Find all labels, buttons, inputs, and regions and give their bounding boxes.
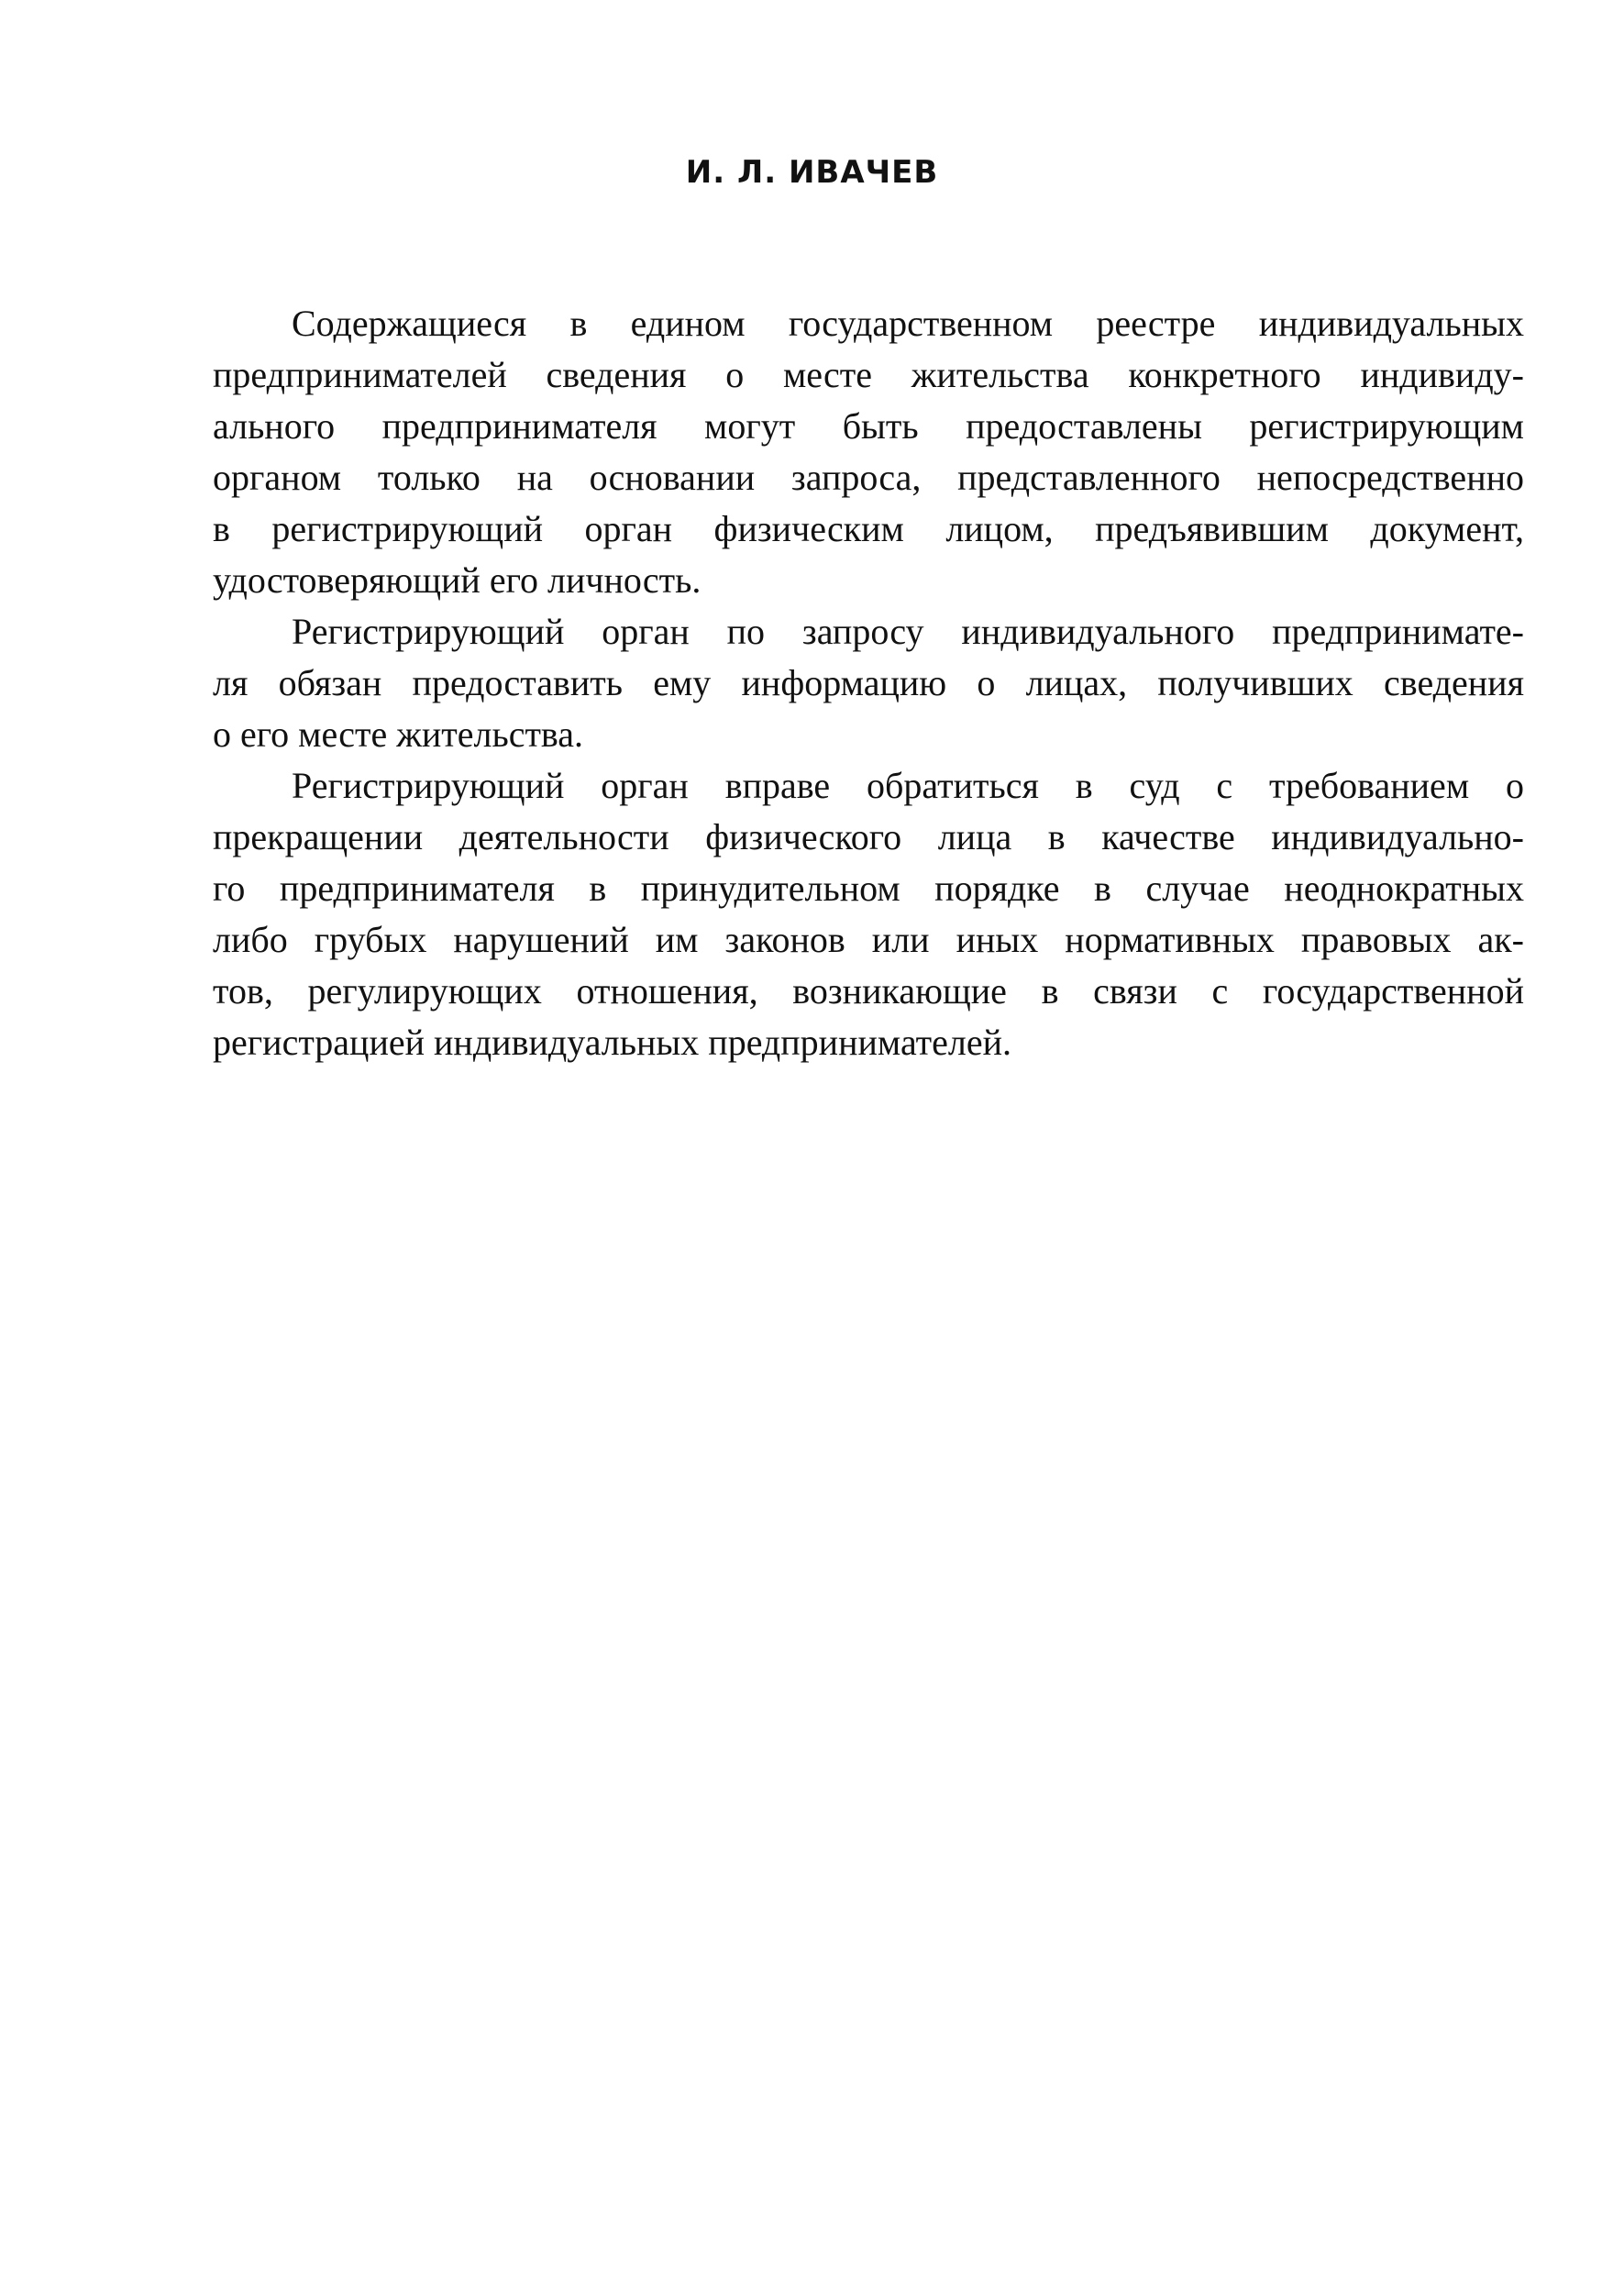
paragraph-line: ального предпринимателя могут быть предоставлены регистрирующим xyxy=(213,405,1524,447)
paragraph-line: в регистрирующий орган физическим лицом, предъявившим документ, xyxy=(213,508,1524,549)
paragraph-line: о его месте жительства. xyxy=(213,713,584,755)
paragraph-line: го предпринимателя в принудительном порядке в случае неоднократных xyxy=(213,868,1524,909)
body-text xyxy=(213,298,1524,1068)
paragraph-line: предпринимателей сведения о месте жительства конкретного индивиду- xyxy=(213,354,1524,395)
paragraph-2 xyxy=(213,606,1524,760)
paragraph-line: регистрацией индивидуальных предпринимателей. xyxy=(213,1022,1012,1063)
paragraph-line: либо грубых нарушений им законов или иных нормативных правовых ак- xyxy=(213,919,1524,960)
paragraph-line: ля обязан предоставить ему информацию о лицах, получивших сведения xyxy=(213,662,1524,703)
paragraph-line: органом только на основании запроса, представленного непосредственно xyxy=(213,457,1524,498)
running-head: И. Л. ИВАЧЕВ xyxy=(685,154,939,191)
paragraph-line: Содержащиеся в едином государственном реестре индивидуальных xyxy=(292,303,1524,344)
paragraph-line: удостоверяющий его личность. xyxy=(213,559,702,601)
paragraph-line: Регистрирующий орган по запросу индивидуального предпринимате- xyxy=(292,611,1524,652)
paragraph-line: прекращении деятельности физического лица в качестве индивидуально- xyxy=(213,816,1524,857)
paragraph-line: Регистрирующий орган вправе обратиться в суд с требованием о xyxy=(292,765,1524,806)
paragraph-line: тов, регулирующих отношения, возникающие в связи с государственной xyxy=(213,970,1524,1012)
paragraph-1 xyxy=(213,298,1524,606)
paragraph-3 xyxy=(213,760,1524,1068)
